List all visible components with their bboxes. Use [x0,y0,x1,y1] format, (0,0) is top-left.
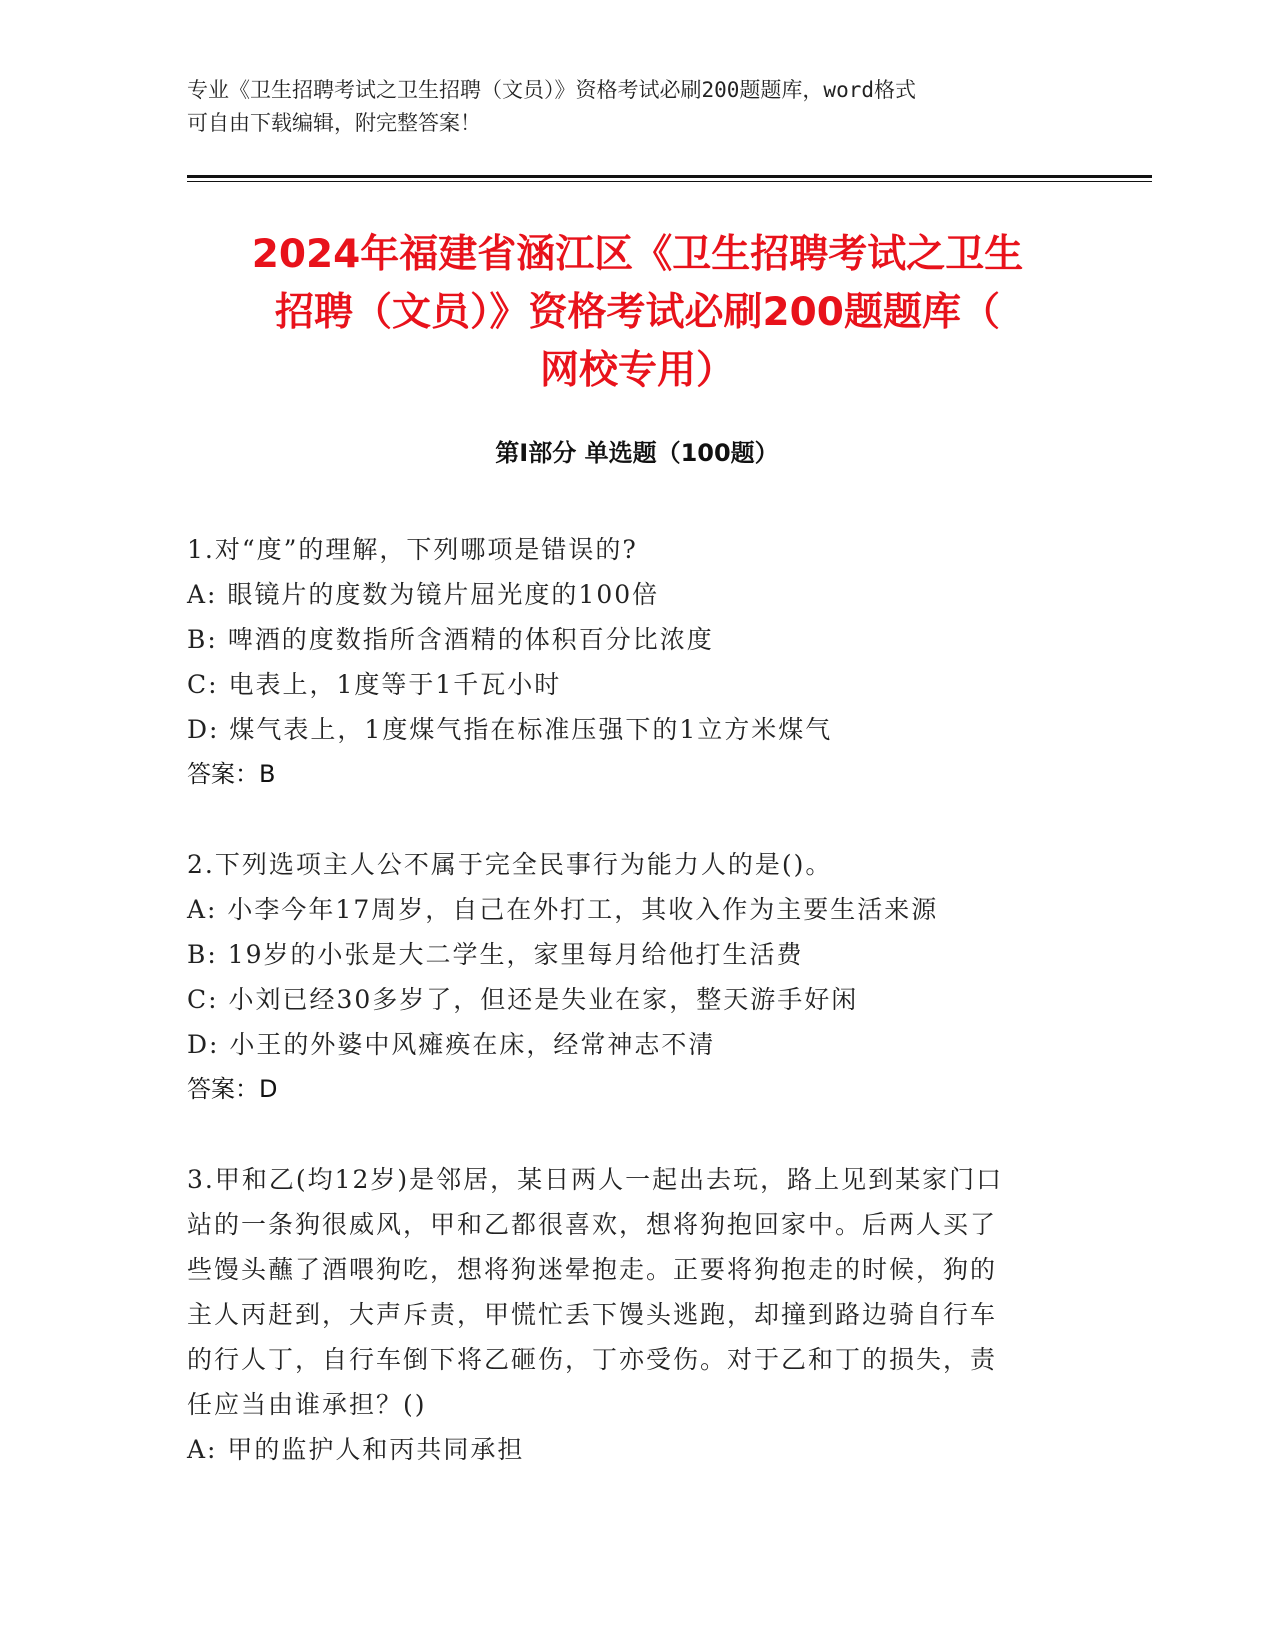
option-d: D: 煤气表上，1度煤气指在标准压强下的1立方米煤气 [187,715,833,744]
document-title-line: 招聘（文员）》资格考试必刷200题题库（ [275,290,1000,335]
answer-label: 答案：D [187,1075,278,1103]
header-divider-thin [187,181,1152,182]
option-d: D: 小王的外婆中风瘫痪在床，经常神志不清 [187,1030,716,1059]
document-title-line: 网校专用） [539,348,735,393]
option-c: C: 小刘已经30多岁了，但还是失业在家，整天游手好闲 [187,985,859,1014]
question-stem: 2.下列选项主人公不属于完全民事行为能力人的是()。 [187,850,833,879]
header-note-line: 可自由下载编辑，附完整答案！ [187,111,481,135]
option-a: A: 小李今年17周岁，自己在外打工，其收入作为主要生活来源 [187,895,939,924]
answer-label: 答案：B [187,760,276,788]
option-c: C: 电表上，1度等于1千瓦小时 [187,670,562,699]
document-title-line: 2024年福建省涵江区《卫生招聘考试之卫生 [251,232,1024,277]
section-title: 第Ⅰ部分 单选题（100题） [495,439,779,467]
option-a: A: 眼镜片的度数为镜片屈光度的100倍 [187,580,660,609]
question-stem: 站的一条狗很威风，甲和乙都很喜欢，想将狗抱回家中。后两人买了 [187,1210,998,1239]
question-stem: 的行人丁，自行车倒下将乙砸伤，丁亦受伤。对于乙和丁的损失，责 [187,1345,998,1374]
question-list [187,527,1067,1472]
document-title [180,226,1095,400]
question-item [187,1157,1067,1472]
header-divider-thick [187,175,1152,178]
option-a: A: 甲的监护人和丙共同承担 [187,1435,525,1464]
option-b: B: 19岁的小张是大二学生，家里每月给他打生活费 [187,940,804,969]
question-stem: 3.甲和乙(均12岁)是邻居，某日两人一起出去玩，路上见到某家门口 [187,1165,1004,1194]
header-note [187,74,1067,140]
question-stem: 主人丙赶到，大声斥责，甲慌忙丢下馒头逃跑，却撞到路边骑自行车 [187,1300,998,1329]
question-stem: 1.对“度”的理解，下列哪项是错误的? [187,535,638,564]
question-spacer [187,797,1067,842]
question-item [187,842,1067,1112]
header-note-line: 专业《卫生招聘考试之卫生招聘（文员）》资格考试必刷200题题库，word格式 [187,78,916,102]
question-item [187,527,1067,797]
question-stem: 任应当由谁承担？() [187,1390,427,1419]
question-stem: 些馒头蘸了酒喂狗吃，想将狗迷晕抱走。正要将狗抱走的时候，狗的 [187,1255,998,1284]
question-spacer [187,1112,1067,1157]
option-b: B: 啤酒的度数指所含酒精的体积百分比浓度 [187,625,714,654]
